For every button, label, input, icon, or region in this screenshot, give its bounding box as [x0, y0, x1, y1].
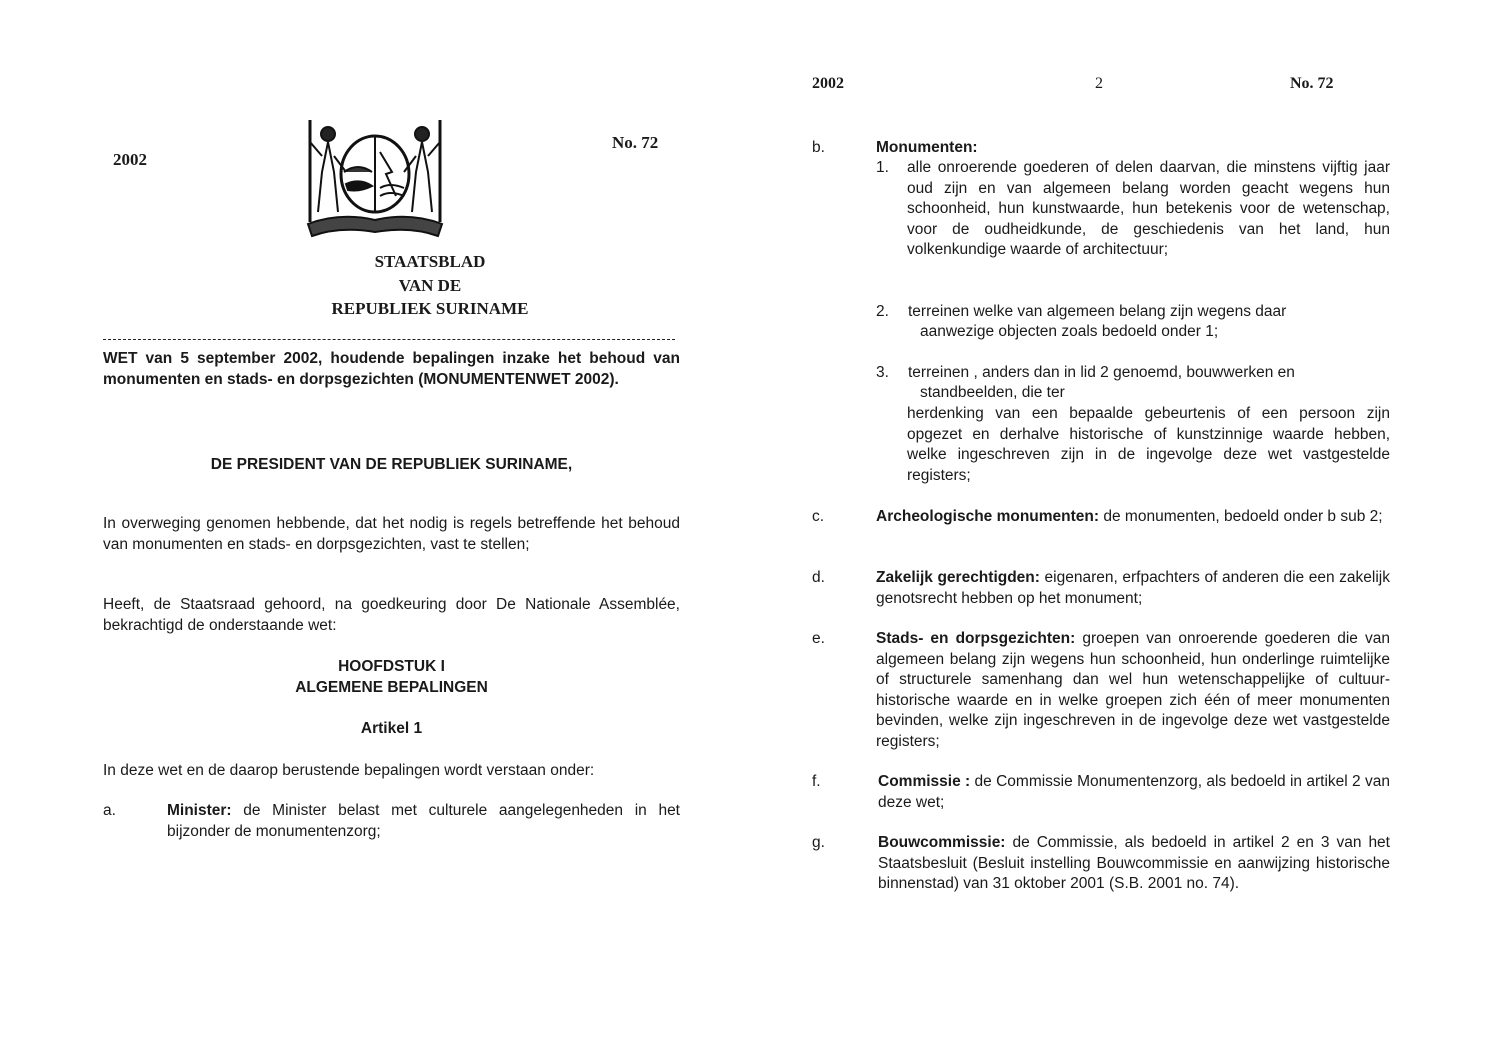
item-f-text: de Commissie Monumentenzorg, als bedoeld in artikel 2 van deze wet; [878, 773, 1391, 811]
enactment-paragraph: Heeft, de Staatsraad gehoord, na goedkeuring door De Nationale Assemblée, bekrachtigd de onderstaande wet: [103, 596, 680, 634]
right-number: No. 72 [1290, 75, 1334, 92]
item-a-text: de Minister belast met culturele aangelegenheden in het bijzonder de monumentenzorg; [167, 802, 680, 840]
item-b-sub1-number: 1. [876, 159, 889, 176]
item-d-definition [876, 568, 1390, 609]
item-c-text: de monumenten, bedoeld onder b sub 2; [1099, 508, 1383, 525]
coat-of-arms-emblem [300, 112, 450, 240]
item-d-term: Zakelijk gerechtigden: [876, 569, 1040, 586]
gazette-header-line2: VAN DE [398, 275, 462, 295]
item-g-term: Bouwcommissie: [878, 834, 1006, 851]
item-c-definition [876, 507, 1390, 528]
item-b-sub3-number: 3. [876, 364, 889, 381]
president-heading: DE PRESIDENT VAN DE REPUBLIEK SURINAME, [210, 456, 573, 473]
gazette-header-line3: REPUBLIEK SURINAME [331, 299, 529, 318]
article-intro: In deze wet en de daarop berustende bepalingen wordt verstaan onder: [103, 762, 595, 779]
chapter-heading [203, 657, 580, 698]
item-b-sub2-number: 2. [876, 303, 889, 320]
left-number: No. 72 [612, 133, 659, 152]
item-c-letter: c. [812, 508, 825, 525]
item-b-sub2-line2: aanwezige objecten zoals bedoeld onder 1; [920, 323, 1219, 340]
item-g-letter: g. [812, 834, 825, 851]
item-g-text: de Commissie, als bedoeld in artikel 2 en 3 van het Staatsbesluit (Besluit instelling Bouwcommissie en aanwijzing historische binnenstad) van 31 oktober 2001 (S.B. 2001 no. 74). [878, 834, 1390, 892]
right-year: 2002 [812, 75, 844, 92]
page-number: 2 [1095, 75, 1103, 92]
gazette-header [260, 250, 600, 321]
item-a-definition [167, 801, 680, 842]
left-year: 2002 [113, 150, 147, 169]
consideration-paragraph: In overweging genomen hebbende, dat het nodig is regels betreffende het behoud van monumenten en stads- en dorpsgezichten, vast te stellen; [103, 515, 680, 553]
item-b-sub3-rest: herdenking van een bepaalde gebeurtenis of een persoon zijn opgezet en derhalve historische of kunstzinnige waarde hebben, welke ingeschreven zijn in de ingevolge deze wet vastgestelde registers; [907, 405, 1390, 484]
item-b-sub3-line2: standbeelden, die ter [920, 384, 1065, 401]
item-f-definition [878, 772, 1390, 813]
item-b-sub2-line1: terreinen welke van algemeen belang zijn wegens daar [908, 303, 1287, 320]
item-f-term: Commissie : [878, 773, 971, 790]
item-d-letter: d. [812, 569, 825, 586]
item-b-sub3-line1: terreinen , anders dan in lid 2 genoemd, bouwwerken en [908, 364, 1295, 381]
law-title: WET van 5 september 2002, houdende bepalingen inzake het behoud van monumenten en stads- en dorpsgezichten (MONUMENTENWET 2002). [103, 350, 680, 388]
item-f-letter: f. [812, 773, 821, 790]
item-a-letter: a. [103, 802, 116, 819]
item-b-term: Monumenten: [876, 139, 978, 156]
chapter-title: ALGEMENE BEPALINGEN [295, 678, 488, 696]
item-e-letter: e. [812, 630, 825, 647]
item-d-text: eigenaren, erfpachters of anderen die een zakelijk genotsrecht hebben op het monument; [876, 569, 1390, 607]
article-heading: Artikel 1 [360, 720, 423, 737]
dashed-separator [103, 339, 675, 340]
item-b-sub1-text: alle onroerende goederen of delen daarvan, die minstens vijftig jaar oud zijn en van algemeen belang worden geacht wegens hun schoonheid, hun kunstwaarde, hun betekenis voor de wetenschap, voor de oudheidkunde, de geschiedenis van het land, hun volkenkundige waarde of architectuur; [907, 159, 1390, 258]
item-g-definition [878, 833, 1390, 895]
item-a-term: Minister: [167, 802, 232, 819]
item-e-definition [876, 629, 1390, 752]
item-e-text: groepen van onroerende goederen die van algemeen belang zijn wegens hun schoonheid, hun onderlinge ruimtelijke of structurele samenhang dan wel hun wetenschappelijke of cultuur-historische waarde en in welke groepen zich één of meer monumenten bevinden, welke zijn ingeschreven in de ingevolge deze wet vastgestelde registers; [876, 630, 1390, 750]
gazette-header-line1: STAATSBLAD [374, 252, 486, 271]
item-b-letter: b. [812, 139, 825, 156]
item-c-term: Archeologische monumenten: [876, 508, 1100, 525]
chapter-number: HOOFDSTUK I [338, 658, 445, 675]
item-e-term: Stads- en dorpsgezichten: [876, 630, 1076, 647]
